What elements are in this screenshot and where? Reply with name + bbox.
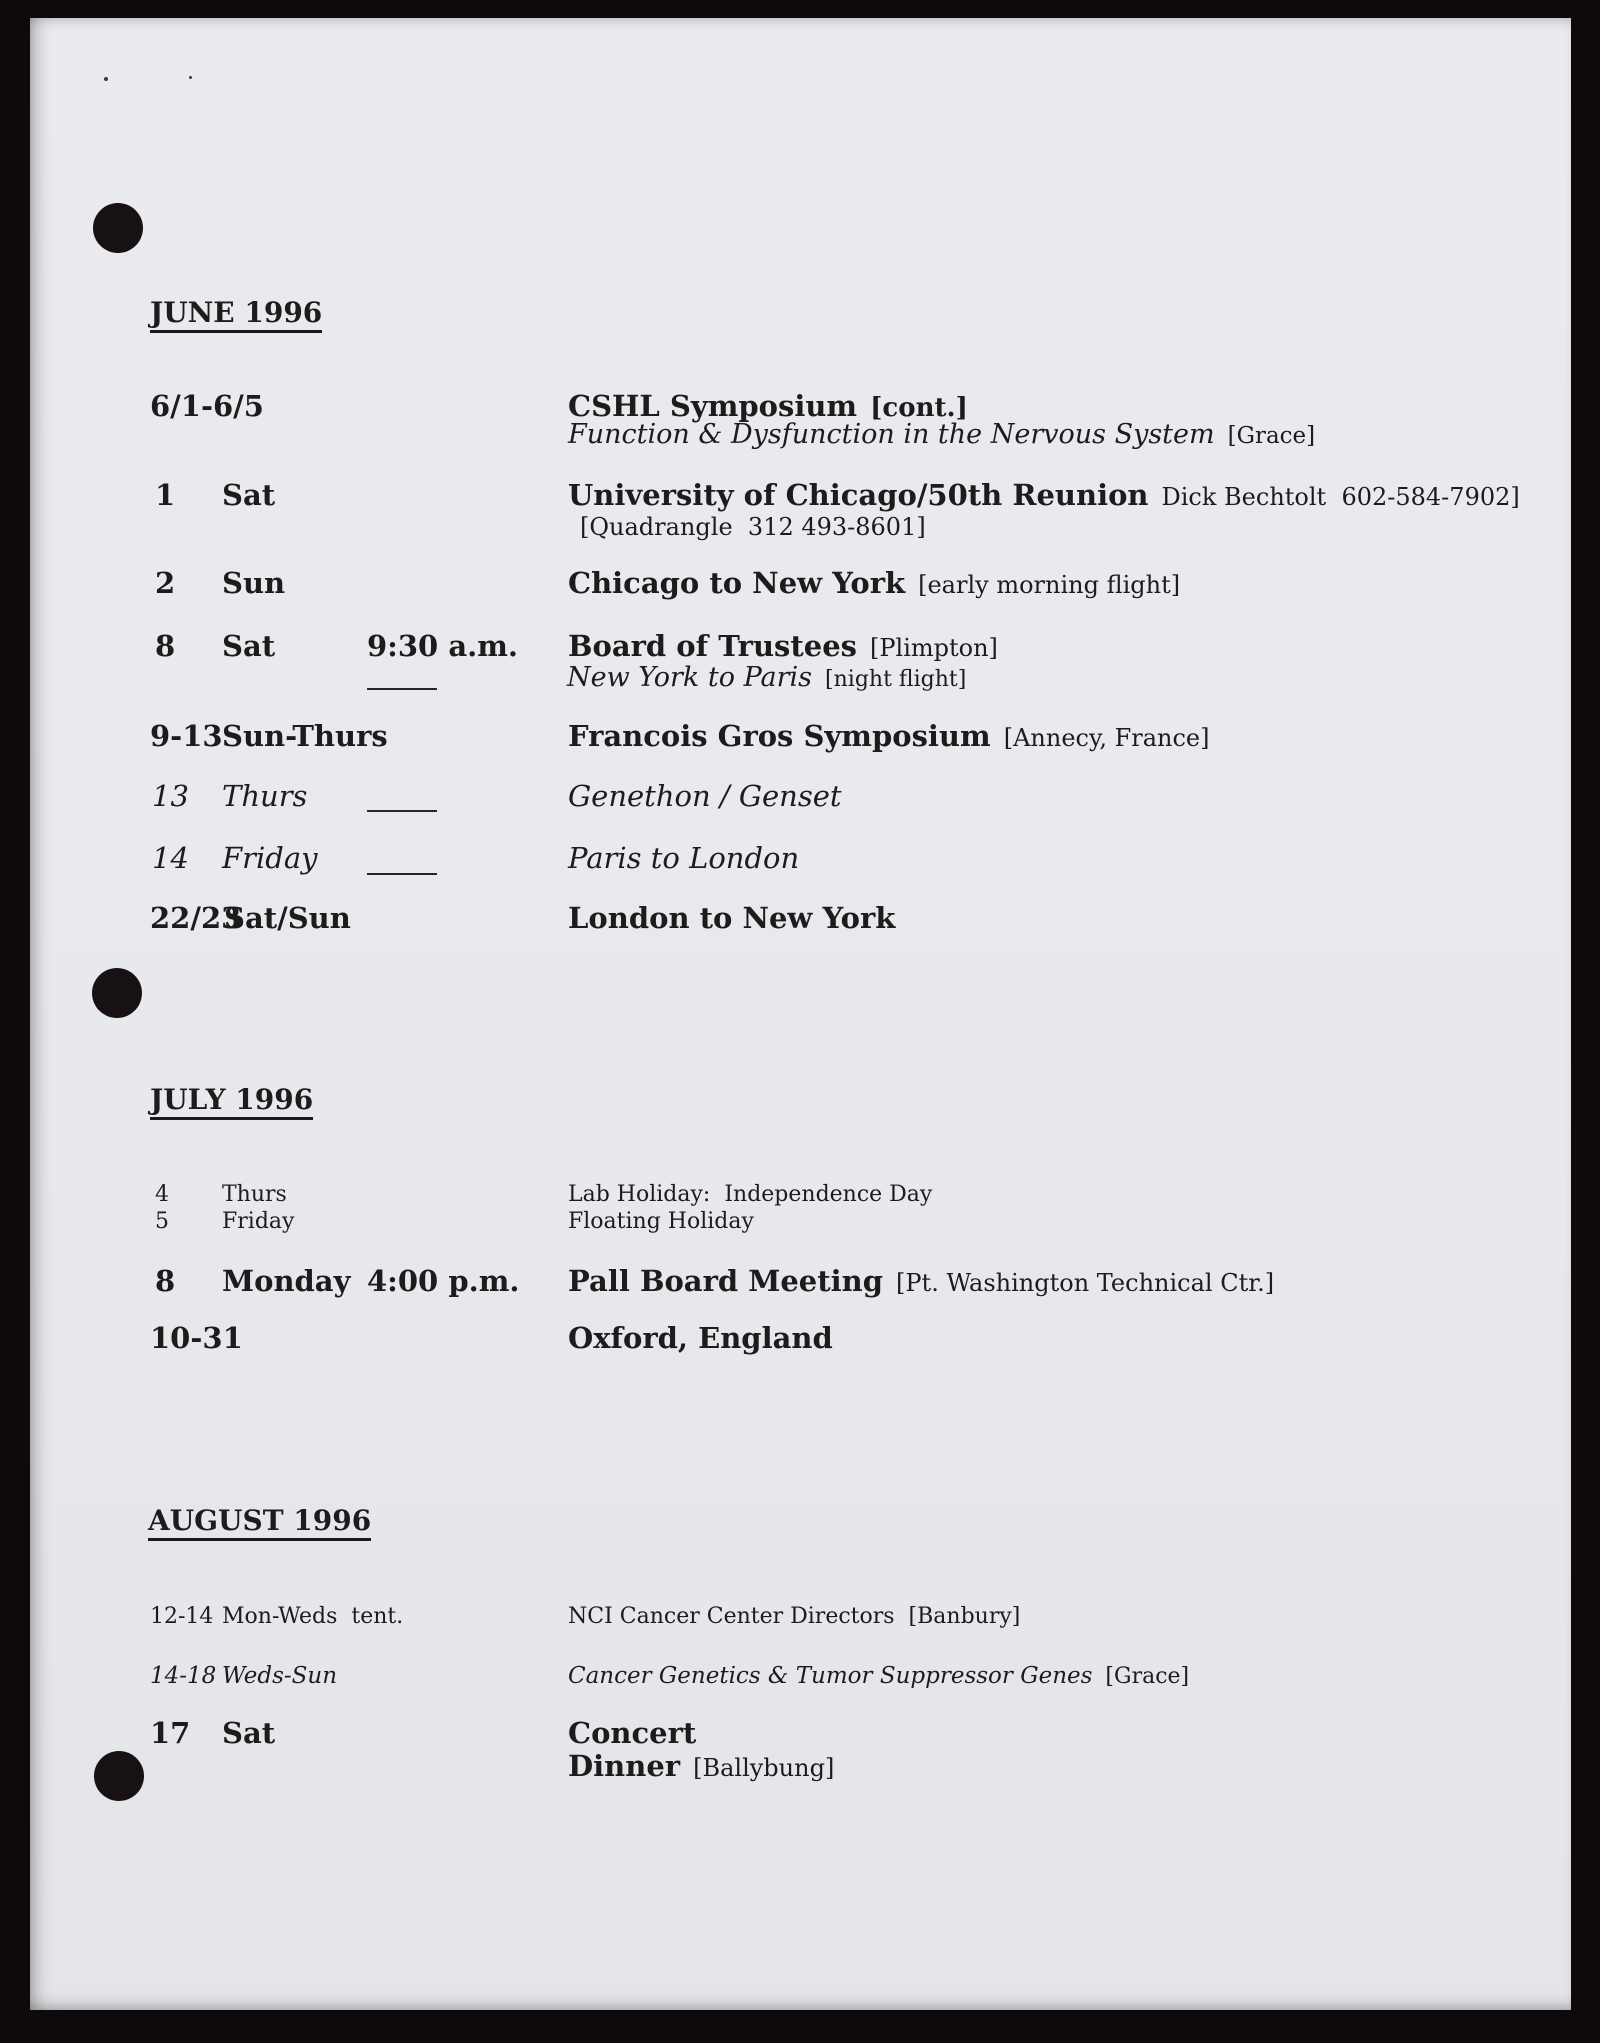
row-day: Sat [222,1716,276,1750]
event-subtitle-note: [Ballybung] [693,1754,835,1782]
row-day: Mon-Weds tent. [222,1604,404,1629]
event-note: [Pt. Washington Technical Ctr.] [896,1269,1275,1297]
row-event [568,779,842,813]
row-event [568,1606,1020,1628]
row-day: Sat [222,478,276,512]
row-event-line2 [580,515,926,539]
fill-in-blank-line [367,810,437,812]
row-time: 4:00 p.m. [367,1264,520,1298]
row-date: 8 [155,1264,176,1298]
event-title: Board of Trustees [568,629,857,663]
section-heading-july: JULY 1996 [150,1086,313,1120]
event-note: [Plimpton] [870,634,998,662]
row-event [568,901,896,935]
event-note: [early morning flight] [918,571,1181,599]
row-date: 10-31 [150,1321,243,1355]
row-event [568,841,800,875]
row-day: Sun [222,566,286,600]
row-event-line2 [568,421,1315,448]
event-note: Dick Bechtolt 602-584-7902] [1161,483,1520,511]
row-event [568,1264,1275,1298]
row-day: Sun-Thurs [222,719,388,753]
event-title: Oxford, England [568,1321,833,1355]
row-day: Sat [222,629,276,663]
event-subtitle: [Quadrangle 312 493-8601] [580,513,926,541]
event-subtitle: New York to Paris [567,662,813,693]
row-date: 4 [155,1182,169,1207]
row-event [568,1321,833,1355]
row-day: Monday [222,1264,351,1298]
row-event [568,1716,697,1750]
row-day: Weds-Sun [222,1663,338,1689]
event-title: Concert [568,1716,697,1750]
event-title: Genethon / Genset [568,779,842,813]
event-title: Floating Holiday [568,1209,754,1234]
punch-hole-top [93,203,143,253]
row-day: Friday [222,841,318,875]
event-title: London to New York [568,901,896,935]
row-event [568,1211,754,1233]
row-date: 8 [155,629,176,663]
row-event-line2 [567,664,966,691]
event-title: Cancer Genetics & Tumor Suppressor Genes [568,1663,1093,1689]
row-event [568,1184,932,1206]
row-date: 2 [155,566,176,600]
row-date: 1 [155,478,176,512]
row-date: 14 [152,841,189,875]
row-date: 12-14 [150,1604,214,1629]
row-date: 17 [150,1716,191,1750]
event-title: CSHL Symposium [568,389,858,423]
row-date: 22/23 [150,901,242,935]
event-note: [Grace] [1105,1664,1190,1689]
row-event [568,1665,1189,1688]
event-title: Chicago to New York [568,566,906,600]
row-event-line2 [568,1749,835,1783]
event-subtitle: Function & Dysfunction in the Nervous System [568,419,1215,450]
event-title: Francois Gros Symposium [568,719,991,753]
scan-speck [189,76,192,79]
event-title: University of Chicago/50th Reunion [568,478,1149,512]
section-heading-june: JUNE 1996 [150,299,322,333]
row-date: 13 [152,779,189,813]
row-day: Friday [222,1209,295,1234]
row-day: Thurs [222,779,308,813]
row-date: 14-18 [150,1663,217,1689]
event-title: NCI Cancer Center Directors [Banbury] [568,1604,1021,1629]
scan-speck [104,77,108,81]
row-event [568,566,1181,600]
row-time: 9:30 a.m. [367,629,519,663]
fill-in-blank-line [367,688,437,690]
row-date: 6/1-6/5 [150,389,264,423]
fill-in-blank-line [367,873,437,875]
event-note: [Annecy, France] [1003,724,1210,752]
row-event [568,478,1520,512]
row-day: Sat/Sun [224,901,351,935]
event-subtitle-note: [night flight] [825,667,967,692]
punch-hole-middle [92,968,142,1018]
row-event [568,719,1210,753]
row-event [568,629,998,663]
row-date: 5 [155,1209,169,1234]
event-subtitle: Dinner [568,1749,681,1783]
event-title: Paris to London [568,841,800,875]
row-day: Thurs [222,1182,287,1207]
row-event [568,389,968,423]
event-title: Pall Board Meeting [568,1264,884,1298]
event-subtitle-note: [Grace] [1227,423,1316,449]
event-note: [cont.] [870,393,968,423]
punch-hole-bottom [94,1751,144,1801]
event-title: Lab Holiday: Independence Day [568,1182,933,1207]
section-heading-august: AUGUST 1996 [148,1507,371,1541]
row-date: 9-13 [150,719,223,753]
